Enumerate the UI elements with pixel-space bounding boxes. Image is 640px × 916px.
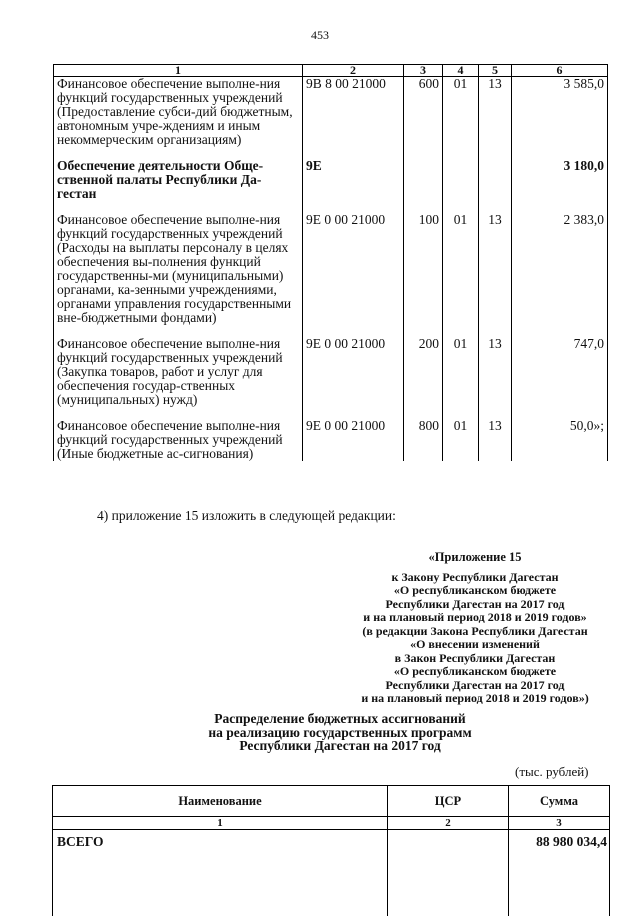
table-row	[54, 213, 608, 337]
row-name: Финансовое обеспечение выполне-ния функций государственных учреждений (Закупка товаров, работ и услуг для обеспечения государ-ственных (муниципальных) нужд)	[54, 337, 303, 419]
row-sum: 747,0	[512, 337, 608, 419]
row-sum: 3 180,0	[512, 159, 608, 213]
col-header-2: 2	[303, 65, 404, 77]
programs-table	[52, 785, 610, 916]
row-name: Обеспечение деятельности Обще-ственной палаты Республики Да-гестан	[54, 159, 303, 213]
col-number: 2	[388, 817, 509, 830]
table-row	[54, 419, 608, 461]
total-label: ВСЕГО	[53, 830, 388, 855]
header-name: Наименование	[53, 786, 388, 817]
annex-line: Республики Дагестан на 2017 год	[385, 677, 565, 692]
row-vr: 100	[404, 213, 443, 337]
row-pr: 13	[479, 337, 512, 419]
table-row	[54, 337, 608, 419]
units-label: (тыс. рублей)	[515, 764, 589, 779]
annex-line: в Закон Республики Дагестан	[394, 650, 556, 665]
row-rz: 01	[443, 77, 479, 160]
title-line: на реализацию государственных программ	[208, 724, 472, 740]
row-pr: 13	[479, 77, 512, 160]
total-sum: 88 980 034,4	[509, 830, 610, 855]
annex-line: и на плановый период 2018 и 2019 годов»)	[361, 691, 589, 705]
annex-title: «Приложение 15	[428, 550, 522, 564]
header-csr: ЦСР	[388, 786, 509, 817]
page-number: 453	[311, 28, 329, 42]
row-name: Финансовое обеспечение выполне-ния функций государственных учреждений (Иные бюджетные ас-сигнования)	[54, 419, 303, 461]
row-pr	[479, 159, 512, 213]
document-title	[160, 712, 520, 753]
row-rz	[443, 159, 479, 213]
col-number: 1	[53, 817, 388, 830]
row-rz: 01	[443, 213, 479, 337]
row-csr: 9Е 0 00 21000	[303, 337, 404, 419]
table-row	[54, 159, 608, 213]
annex-line: «О внесении изменений	[410, 637, 540, 651]
total-csr	[388, 830, 509, 855]
col-header-5: 5	[479, 65, 512, 77]
annex-line: Республики Дагестан на 2017 год	[385, 596, 565, 611]
row-vr: 200	[404, 337, 443, 419]
row-pr: 13	[479, 213, 512, 337]
row-sum: 3 585,0	[512, 77, 608, 160]
col-header-3: 3	[404, 65, 443, 77]
item-4-text: 4) приложение 15 изложить в следующей редакции:	[97, 508, 396, 523]
col-header-4: 4	[443, 65, 479, 77]
row-csr: 9Е	[303, 159, 404, 213]
annex-line: «О республиканском бюджете	[393, 583, 557, 597]
total-row	[53, 830, 610, 855]
col-number: 3	[509, 817, 610, 830]
title-line: Распределение бюджетных ассигнований	[214, 711, 466, 726]
row-pr: 13	[479, 419, 512, 461]
row-csr: 9Е 0 00 21000	[303, 419, 404, 461]
row-vr: 800	[404, 419, 443, 461]
header-sum: Сумма	[509, 786, 610, 817]
row-name: Финансовое обеспечение выполне-ния функций государственных учреждений (Расходы на выплаты персоналу в целях обеспечения вы-полнения функций государственны-ми (муниципальными) органами, ка-зенными учреждениями, органами управления государственными вне-бюджетными фондами)	[54, 213, 303, 337]
table-row	[54, 77, 608, 160]
annex-header	[330, 551, 620, 706]
row-vr: 600	[404, 77, 443, 160]
row-csr: 9В 8 00 21000	[303, 77, 404, 160]
row-csr: 9Е 0 00 21000	[303, 213, 404, 337]
row-sum: 50,0»;	[512, 419, 608, 461]
annex-line: к Закону Республики Дагестан	[391, 569, 559, 584]
annex-line: (в редакции Закона Республики Дагестан	[362, 623, 588, 638]
expenditure-table	[53, 64, 608, 461]
title-line: Республики Дагестан на 2017 год	[239, 738, 441, 753]
col-header-6: 6	[512, 65, 608, 77]
row-rz: 01	[443, 337, 479, 419]
annex-line: и на плановый период 2018 и 2019 годов»	[363, 610, 587, 624]
row-rz: 01	[443, 419, 479, 461]
row-vr	[404, 159, 443, 213]
annex-line: «О республиканском бюджете	[393, 664, 557, 678]
row-name: Финансовое обеспечение выполне-ния функций государственных учреждений (Предоставление субси-дий бюджетным, автономным учре-ждениям и иным некоммерческим организациям)	[54, 77, 303, 160]
row-sum: 2 383,0	[512, 213, 608, 337]
col-header-1: 1	[54, 65, 303, 77]
